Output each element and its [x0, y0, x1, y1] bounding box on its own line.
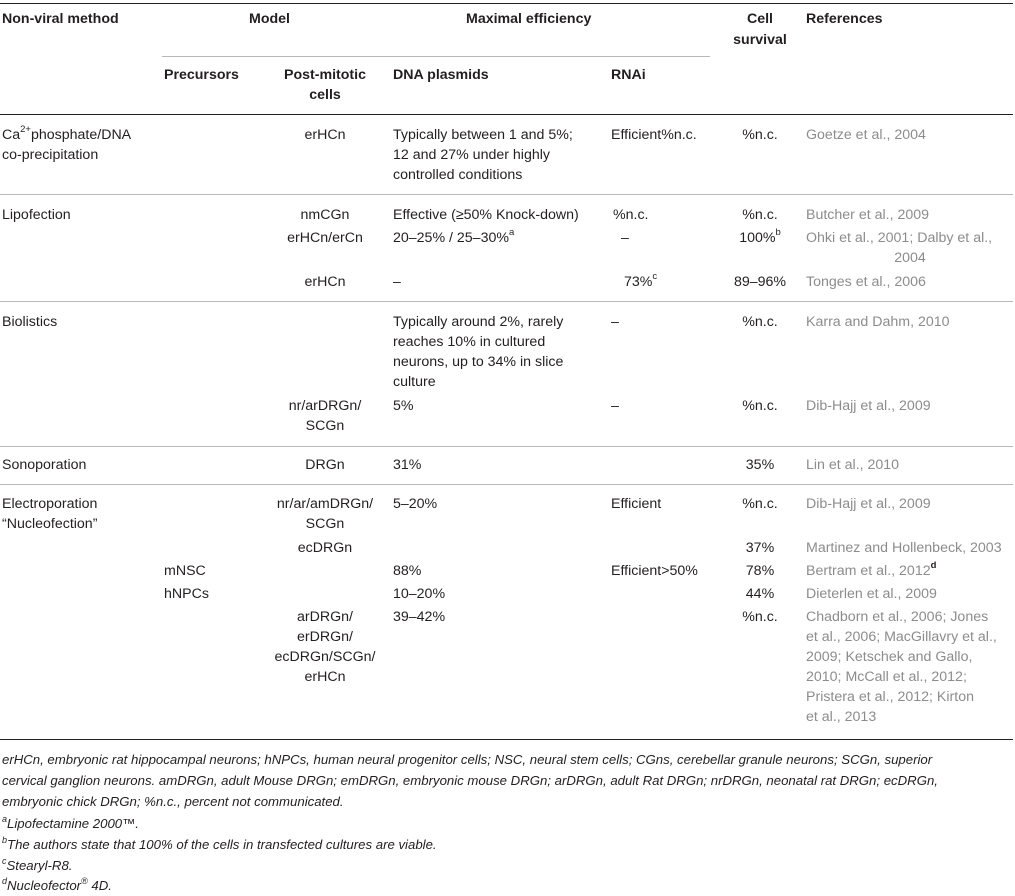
reference: Dib-Hajj et al., 2009	[806, 398, 931, 414]
header-survival-line-2: survival	[733, 32, 787, 48]
cell-survival: 89–96%	[733, 274, 787, 290]
postmitotic-cell: erDRGn/	[297, 629, 353, 645]
footnote-b: $^b$The authors state that 100% of the cells in transfected cultures are viable.	[2, 834, 437, 852]
reference: et al., 2013	[806, 709, 877, 725]
postmitotic-cell: ecDRGn	[297, 540, 353, 556]
dna-efficiency: neurons, up to 34% in slice	[393, 354, 564, 370]
rnai-efficiency: Efficient	[611, 496, 662, 512]
reference: Chadborn et al., 2006; Jones	[806, 609, 989, 625]
reference: Bertram et al., 2012$^d$	[806, 560, 937, 579]
cell-survival: 37%	[745, 540, 775, 556]
postmitotic-cell: ecDRGn/SCGn/	[274, 649, 376, 665]
cell-survival: 44%	[745, 586, 775, 602]
postmitotic-cell: nr/arDRGn/	[288, 398, 362, 414]
rnai-efficiency: –	[611, 314, 619, 330]
cell-survival: 100%$^b$	[739, 227, 781, 246]
dna-efficiency: 20–25% / 25–30%$^a$	[393, 227, 515, 246]
header-rnai: RNAi	[611, 67, 646, 83]
rnai-efficiency: 73%$^c$	[624, 271, 658, 290]
dna-efficiency: 5–20%	[393, 496, 438, 512]
postmitotic-cell: erHCn/erCn	[287, 230, 363, 246]
footnote-c: $^c$Stearyl-R8.	[2, 855, 73, 873]
footnote-d: $^d$Nucleofector® 4D.	[2, 875, 112, 893]
method-electroporation: Electroporation	[2, 496, 98, 512]
header-survival-line-1: Cell	[746, 11, 774, 27]
cell-survival: %n.c.	[742, 127, 778, 143]
cell-survival: %n.c.	[742, 314, 778, 330]
row-rule	[0, 484, 1013, 485]
dna-efficiency: 5%	[393, 398, 414, 414]
header-model: Model	[249, 11, 290, 27]
header-postmitotic-line-2: cells	[309, 87, 341, 103]
reference: Pristera et al., 2012; Kirton	[806, 689, 974, 705]
dna-efficiency: culture	[393, 374, 436, 390]
reference: Dieterlen et al., 2009	[806, 586, 937, 602]
rnai-efficiency: Efficient>50%	[611, 563, 698, 579]
method-sonoporation: Sonoporation	[2, 457, 87, 473]
dna-efficiency: –	[393, 274, 401, 290]
postmitotic-cell: erHCn	[304, 274, 346, 290]
header-mid-rule	[162, 56, 710, 57]
method-ca-phosphate-line-2: co-precipitation	[2, 147, 99, 163]
reference: 2009; Ketschek and Gallo,	[806, 649, 973, 665]
dna-efficiency: 39–42%	[393, 609, 446, 625]
footnote-abbreviations: cervical ganglion neurons. amDRGn, adult Mouse DRGn; emDRGn, embryonic mouse DRGn; arDRGn, adult Rat DRGn; nrDRGn, neonatal rat DRGn; ecDRGn,	[2, 773, 938, 788]
postmitotic-cell: DRGn	[305, 457, 345, 473]
dna-efficiency: Effective (≥50% Knock-down)	[393, 207, 579, 223]
postmitotic-cell: nmCGn	[300, 207, 350, 223]
header-efficiency: Maximal efficiency	[466, 11, 592, 27]
postmitotic-cell: arDRGn/	[297, 609, 353, 625]
reference: Butcher et al., 2009	[806, 207, 930, 223]
reference: 2010; McCall et al., 2012;	[806, 669, 967, 685]
precursor-cell: hNPCs	[164, 586, 209, 602]
cell-survival: 78%	[745, 563, 775, 579]
header-references: References	[806, 11, 883, 27]
dna-efficiency: controlled conditions	[393, 167, 523, 183]
reference: Dib-Hajj et al., 2009	[806, 496, 931, 512]
postmitotic-cell: erHCn	[304, 127, 346, 143]
method-electroporation-line-2: “Nucleofection”	[2, 516, 98, 532]
table-bottom-rule	[0, 739, 1013, 740]
header-method: Non-viral method	[2, 11, 119, 27]
dna-efficiency: Typically around 2%, rarely	[393, 314, 564, 330]
rnai-efficiency: %n.c.	[613, 207, 649, 223]
precursor-cell: mNSC	[164, 563, 206, 579]
cell-survival: %n.c.	[742, 207, 778, 223]
header-postmitotic-line-1: Post-mitotic	[284, 67, 366, 83]
reference: Lin et al., 2010	[806, 457, 900, 473]
reference: Tonges et al., 2006	[806, 274, 926, 290]
dna-efficiency: Typically between 1 and 5%;	[393, 127, 573, 143]
reference: 2004	[894, 250, 926, 266]
footnote-a: $^a$Lipofectamine 2000™.	[2, 813, 139, 831]
header-dna-plasmids: DNA plasmids	[393, 67, 489, 83]
rnai-efficiency: Efficient%n.c.	[611, 127, 697, 143]
reference: Ohki et al., 2001; Dalby et al.,	[806, 230, 993, 246]
row-rule	[0, 446, 1013, 447]
cell-survival: %n.c.	[742, 496, 778, 512]
dna-efficiency: 88%	[393, 563, 422, 579]
footnote-abbreviations: embryonic chick DRGn; %n.c., percent not communicated.	[2, 794, 344, 809]
dna-efficiency: reaches 10% in cultured	[393, 334, 546, 350]
dna-efficiency: 31%	[393, 457, 422, 473]
reference: Karra and Dahm, 2010	[806, 314, 950, 330]
header-bottom-rule	[0, 114, 1013, 115]
postmitotic-cell: nr/ar/amDRGn/	[276, 496, 374, 512]
row-rule	[0, 194, 1013, 195]
reference: et al., 2006; MacGillavry et al.,	[806, 629, 997, 645]
footnote-abbreviations: erHCn, embryonic rat hippocampal neurons; hNPCs, human neural progenitor cells; NSC, neural stem cells; CGns, cerebellar granule neurons; SCGn, superior	[2, 752, 933, 767]
cell-survival: %n.c.	[742, 398, 778, 414]
method-ca-phosphate: $Ca^{2+}phosphate$/DNA	[2, 124, 132, 143]
postmitotic-cell: erHCn	[304, 669, 346, 685]
row-rule	[0, 301, 1013, 302]
postmitotic-cell: SCGn	[305, 418, 345, 434]
method-lipofection: Lipofection	[2, 207, 71, 223]
rnai-efficiency: –	[621, 230, 629, 246]
reference: Martinez and Hollenbeck, 2003	[806, 540, 1002, 556]
cell-survival: %n.c.	[742, 609, 778, 625]
method-biolistics: Biolistics	[2, 314, 58, 330]
table-top-rule	[0, 3, 1013, 4]
header-precursors: Precursors	[164, 67, 239, 83]
dna-efficiency: 12 and 27% under highly	[393, 147, 550, 163]
rnai-efficiency: –	[611, 398, 619, 414]
reference: Goetze et al., 2004	[806, 127, 926, 143]
cell-survival: 35%	[745, 457, 775, 473]
postmitotic-cell: SCGn	[305, 516, 345, 532]
dna-efficiency: 10–20%	[393, 586, 446, 602]
